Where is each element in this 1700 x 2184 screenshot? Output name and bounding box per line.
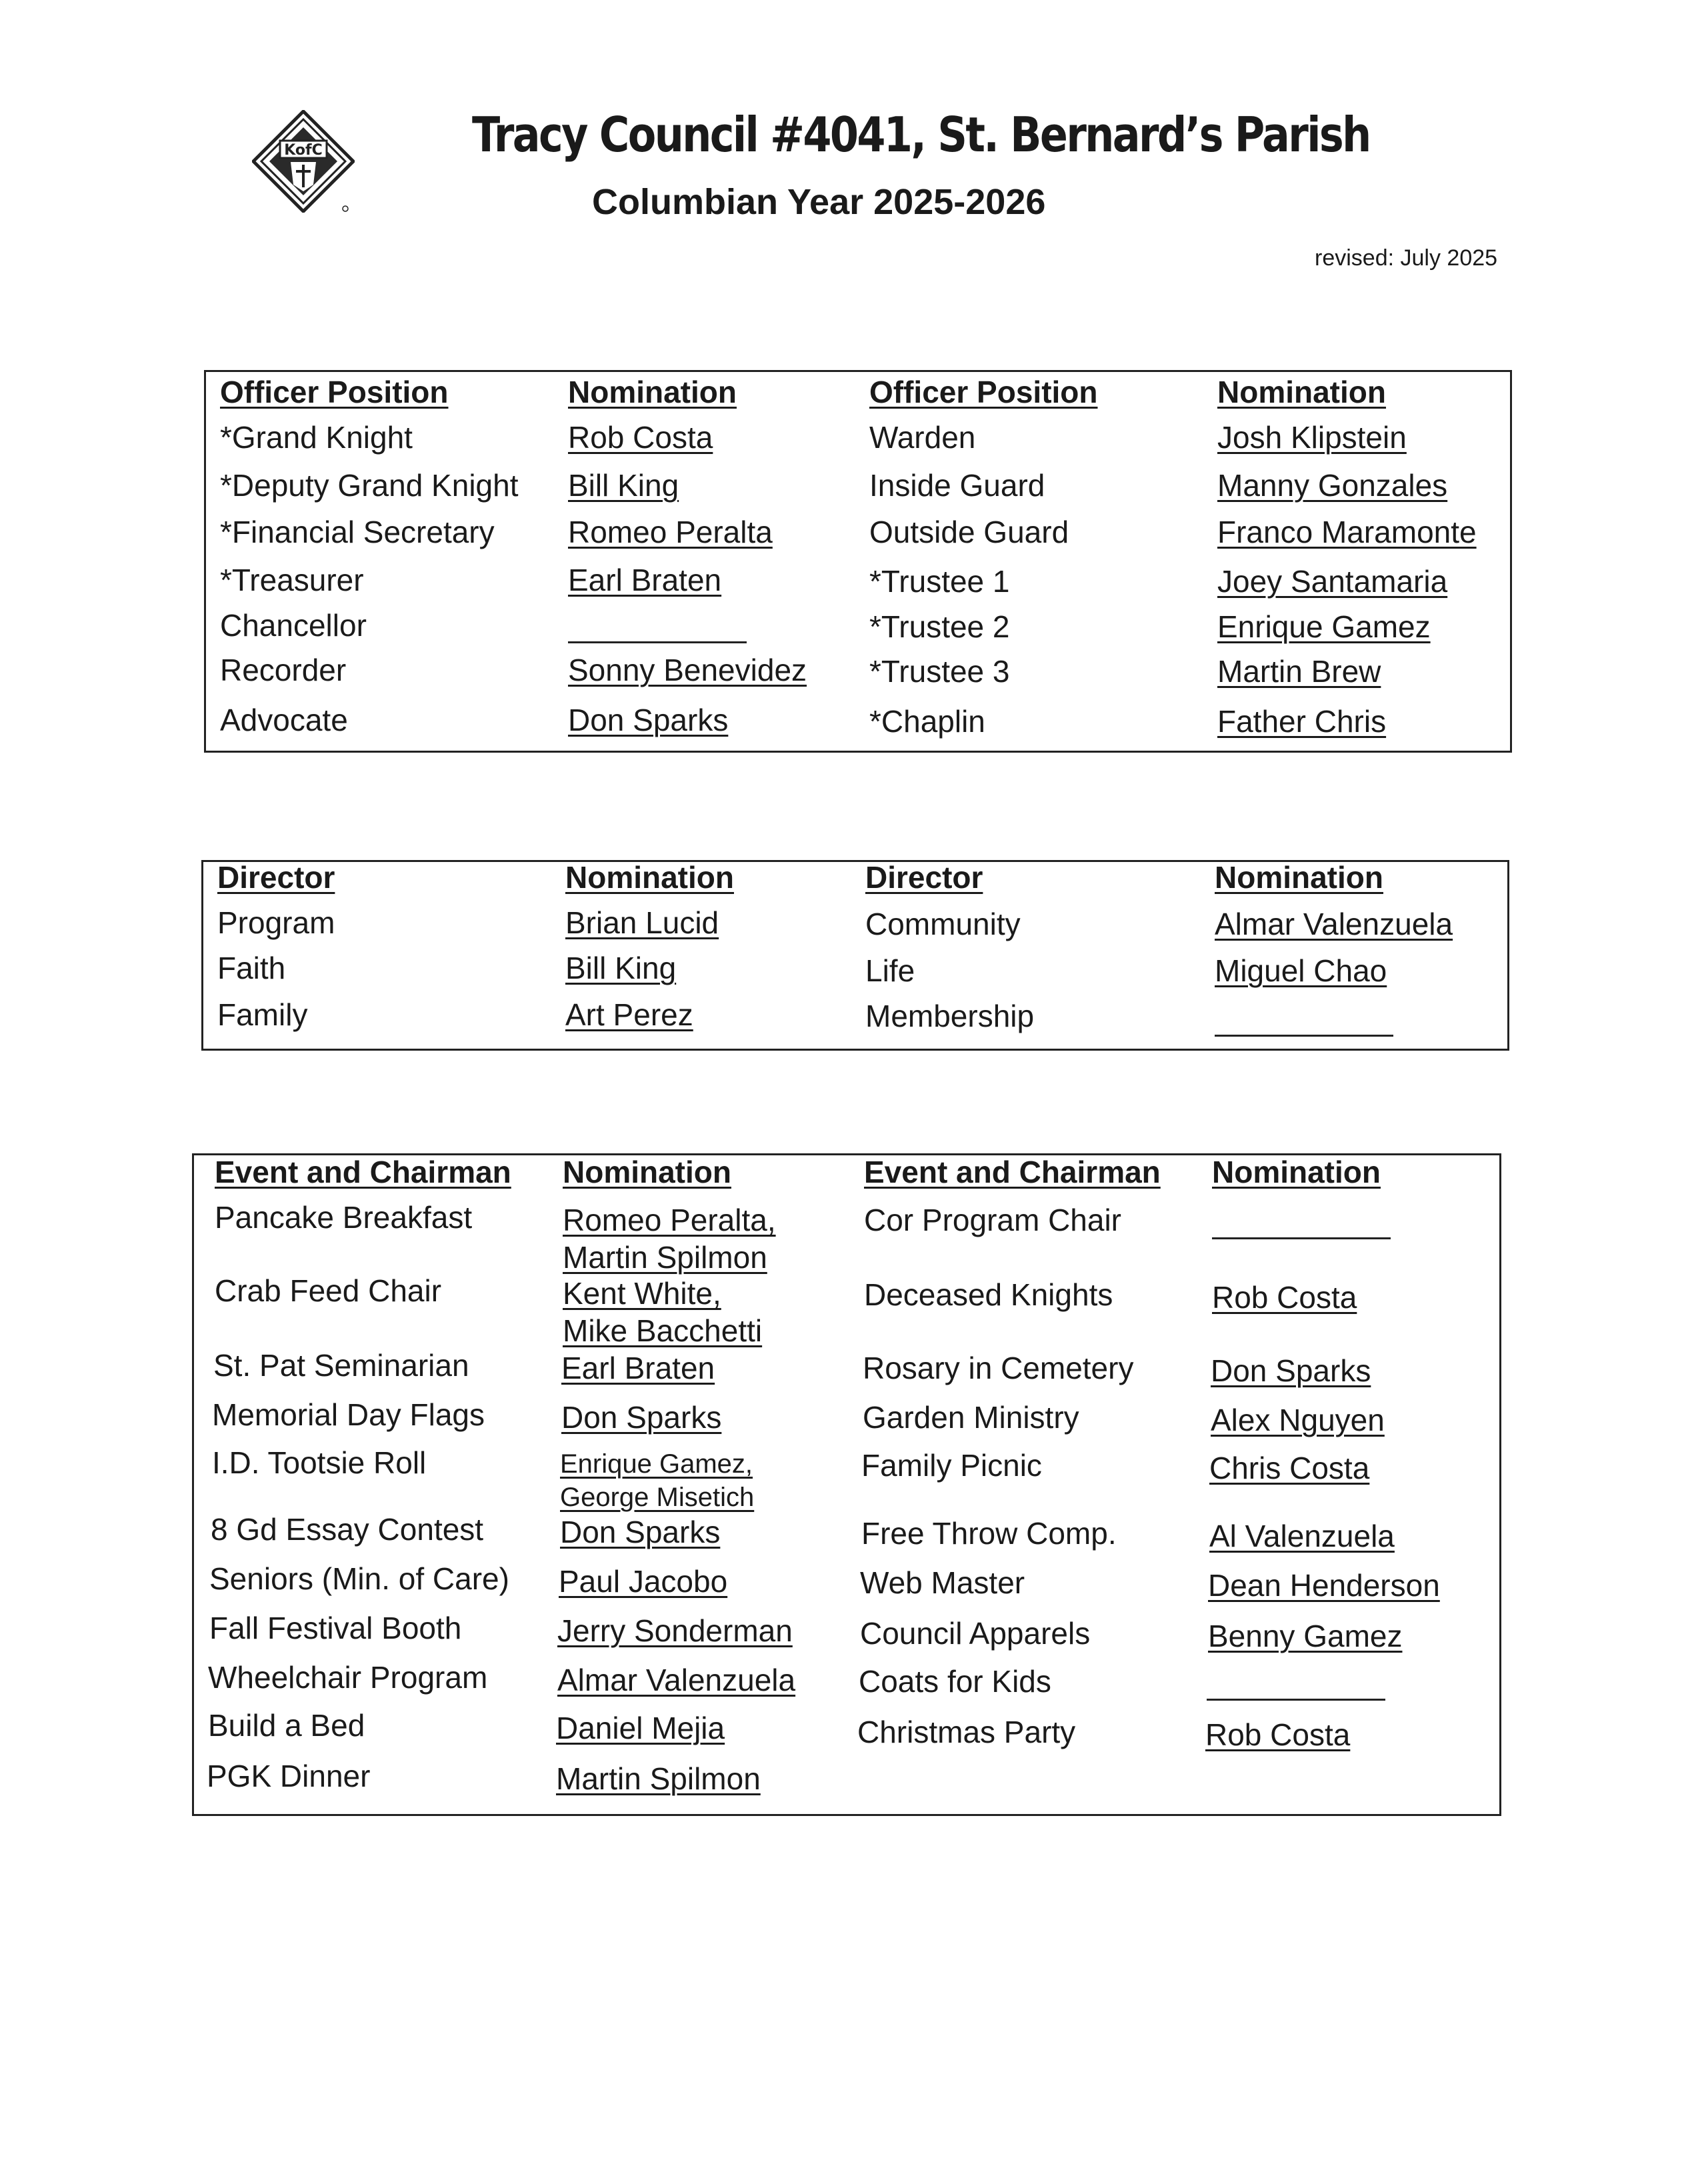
officer-nomination: Enrique Gamez	[1217, 609, 1431, 644]
event-nomination: Kent White,	[563, 1276, 721, 1311]
column-header: Officer Position	[220, 375, 449, 409]
event-nomination: Rob Costa	[1205, 1717, 1351, 1752]
revised-date: revised: July 2025	[1315, 245, 1498, 271]
director-nomination: Bill King	[565, 951, 677, 985]
event-name: Crab Feed Chair	[215, 1273, 442, 1308]
event-name: Family Picnic	[861, 1448, 1042, 1483]
officer-position: *Chaplin	[869, 704, 985, 739]
officer-position: *Trustee 2	[869, 609, 1010, 644]
officer-nomination: Don Sparks	[568, 703, 729, 737]
officer-position: Warden	[869, 420, 976, 455]
event-name: St. Pat Seminarian	[213, 1348, 469, 1383]
event-name: I.D. Tootsie Roll	[212, 1445, 427, 1480]
event-name: Memorial Day Flags	[212, 1397, 485, 1432]
event-nomination: Paul Jacobo	[559, 1564, 728, 1599]
officer-position: *Deputy Grand Knight	[220, 468, 519, 503]
event-name: Christmas Party	[857, 1715, 1076, 1749]
officer-nomination: Martin Brew	[1217, 654, 1381, 689]
officer-position: Advocate	[220, 703, 348, 737]
event-name: Build a Bed	[208, 1708, 365, 1743]
event-nomination: Don Sparks	[560, 1515, 721, 1549]
officer-nomination: Earl Braten	[568, 563, 722, 597]
officer-nomination: Bill King	[568, 468, 679, 503]
officer-position: *Treasurer	[220, 563, 364, 597]
column-header: Nomination	[1212, 1155, 1381, 1189]
event-name: Coats for Kids	[859, 1664, 1051, 1699]
event-nomination: Dean Henderson	[1208, 1568, 1440, 1603]
director-nomination: Miguel Chao	[1215, 953, 1387, 988]
officer-nomination: Joey Santamaria	[1217, 564, 1448, 599]
officer-position: *Trustee 1	[869, 564, 1010, 599]
officer-position: Inside Guard	[869, 468, 1045, 503]
event-nomination: Jerry Sonderman	[557, 1613, 793, 1648]
event-name: Deceased Knights	[864, 1277, 1113, 1312]
event-name: Rosary in Cemetery	[863, 1351, 1134, 1385]
event-name: Web Master	[860, 1565, 1025, 1600]
column-header: Director	[865, 860, 983, 895]
event-nomination: Benny Gamez	[1208, 1619, 1403, 1653]
event-nomination: Alex Nguyen	[1211, 1403, 1385, 1437]
event-nomination: Don Sparks	[561, 1400, 722, 1435]
officer-position: *Grand Knight	[220, 420, 413, 455]
director-nomination: Almar Valenzuela	[1215, 907, 1453, 941]
blank-nomination-line	[1212, 1237, 1391, 1239]
event-nomination: Al Valenzuela	[1209, 1519, 1395, 1553]
page-subtitle: Columbian Year 2025-2026	[592, 182, 1046, 222]
column-header: Event and Chairman	[864, 1155, 1161, 1189]
officer-position: Recorder	[220, 653, 347, 687]
officer-position: Chancellor	[220, 608, 367, 643]
event-name: Fall Festival Booth	[209, 1611, 462, 1645]
event-name: Free Throw Comp.	[861, 1516, 1117, 1551]
column-header: Nomination	[1215, 860, 1383, 895]
officer-nomination: Manny Gonzales	[1217, 468, 1448, 503]
director-position: Program	[217, 905, 335, 940]
officer-nomination: Franco Maramonte	[1217, 515, 1477, 549]
logo-letters: KofC	[284, 142, 323, 159]
director-position: Community	[865, 907, 1021, 941]
officer-nomination: Father Chris	[1217, 704, 1387, 739]
director-position: Membership	[865, 999, 1035, 1033]
event-name: Pancake Breakfast	[215, 1200, 473, 1235]
column-header: Director	[217, 860, 335, 895]
column-header: Nomination	[1217, 375, 1386, 409]
column-header: Event and Chairman	[215, 1155, 511, 1189]
director-position: Life	[865, 953, 915, 988]
officer-position: *Financial Secretary	[220, 515, 495, 549]
event-nomination: Chris Costa	[1209, 1451, 1370, 1485]
event-nomination: Martin Spilmon	[556, 1761, 761, 1796]
kofc-emblem-icon	[252, 110, 355, 213]
event-nomination: Almar Valenzuela	[557, 1663, 796, 1697]
officer-nomination: Sonny Benevidez	[568, 653, 807, 687]
blank-nomination-line	[1215, 1035, 1393, 1037]
event-nomination: George Misetich	[560, 1483, 755, 1512]
event-nomination: Martin Spilmon	[563, 1240, 767, 1275]
event-nomination: Enrique Gamez,	[560, 1449, 753, 1479]
event-name: Garden Ministry	[863, 1400, 1079, 1435]
event-nomination: Earl Braten	[561, 1351, 715, 1385]
blank-nomination-line	[1207, 1699, 1385, 1701]
column-header: Officer Position	[869, 375, 1098, 409]
event-nomination: Mike Bacchetti	[563, 1313, 763, 1348]
officer-position: Outside Guard	[869, 515, 1069, 549]
officer-nomination: Josh Klipstein	[1217, 420, 1407, 455]
event-name: 8 Gd Essay Contest	[211, 1512, 484, 1547]
event-name: Cor Program Chair	[864, 1203, 1121, 1237]
officer-position: *Trustee 3	[869, 654, 1010, 689]
officer-nomination: Romeo Peralta	[568, 515, 773, 549]
officer-nomination: Rob Costa	[568, 420, 713, 455]
event-name: Council Apparels	[860, 1616, 1091, 1651]
event-name: Seniors (Min. of Care)	[209, 1561, 509, 1596]
event-nomination: Rob Costa	[1212, 1280, 1357, 1315]
director-nomination: Brian Lucid	[565, 905, 719, 940]
director-position: Family	[217, 997, 308, 1032]
director-position: Faith	[217, 951, 286, 985]
column-header: Nomination	[563, 1155, 731, 1189]
page-title: Tracy Council #4041, St. Bernard’s Parish	[472, 107, 1370, 163]
event-nomination: Daniel Mejia	[556, 1711, 725, 1745]
event-name: PGK Dinner	[207, 1759, 371, 1793]
column-header: Nomination	[568, 375, 737, 409]
column-header: Nomination	[565, 860, 734, 895]
event-name: Wheelchair Program	[208, 1660, 488, 1695]
event-nomination: Don Sparks	[1211, 1353, 1371, 1388]
blank-nomination-line	[568, 641, 747, 643]
event-nomination: Romeo Peralta,	[563, 1203, 776, 1237]
director-nomination: Art Perez	[565, 997, 693, 1032]
